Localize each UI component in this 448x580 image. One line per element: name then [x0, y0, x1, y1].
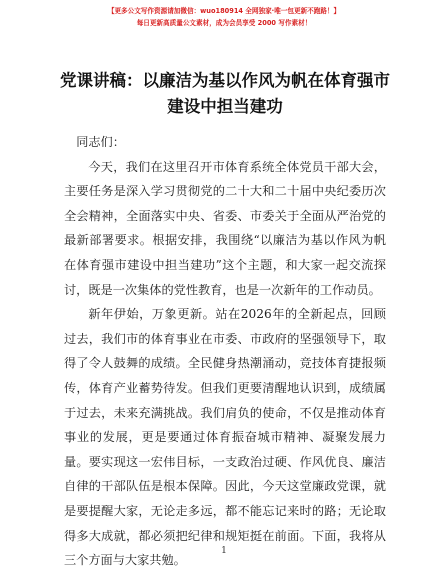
document-body — [64, 130, 386, 573]
promo-banner-line-2: 每日更新高质量公文素材，成为会员享受 2000 写作素材！ — [136, 19, 312, 27]
promo-banner — [0, 6, 448, 28]
document-title: 党课讲稿：以廉洁为基以作风为帆在体育强市建设中担当建功 — [60, 71, 390, 116]
body-paragraph: 今天，我们在这里召开市体育系统全体党员干部大会，主要任务是深入学习贯彻党的二十大和二十届中央纪委历次全会精神，全面落实中央、省委、市委关于全面从严治党的最新部署要求。根据安排，我围绕“以廉洁为基以作风为帆在体育强市建设中担当建功”这个主题，和大家一起交流探讨，既是一次集体的党性教育，也是一次新年的工作动员。 — [64, 159, 386, 297]
salutation: 同志们： — [76, 135, 125, 149]
promo-banner-line-1: 【更多公文写作资源请加微信：wuo180914 全网独家·唯一包更新不跑路！】 — [107, 7, 341, 15]
body-paragraph: 新年伊始，万象更新。站在2026年的全新起点，回顾过去，我们市的体育事业在市委、市政府的坚强领导下，取得了令人鼓舞的成绩。全民健身热潮涌动，竞技体育捷报频传，体育产业蓄势待发。但我们更要清醒地认识到，成绩属于过去，未来充满挑战。我们肩负的使命，不仅是推动体育事业的发展，更是要通过体育振奋城市精神、凝聚发展力量。要实现这一宏伟目标，一支政治过硬、作风优良、廉洁自律的干部队伍是根本保障。因此，今天这堂廉政党课，就是要提醒大家，无论走多远，都不能忘记来时的路；无论取得多大成就，都必须把纪律和规矩挺在前面。下面，我将从三个方面与大家共勉。 — [64, 307, 386, 568]
page-number: 1 — [221, 546, 227, 556]
